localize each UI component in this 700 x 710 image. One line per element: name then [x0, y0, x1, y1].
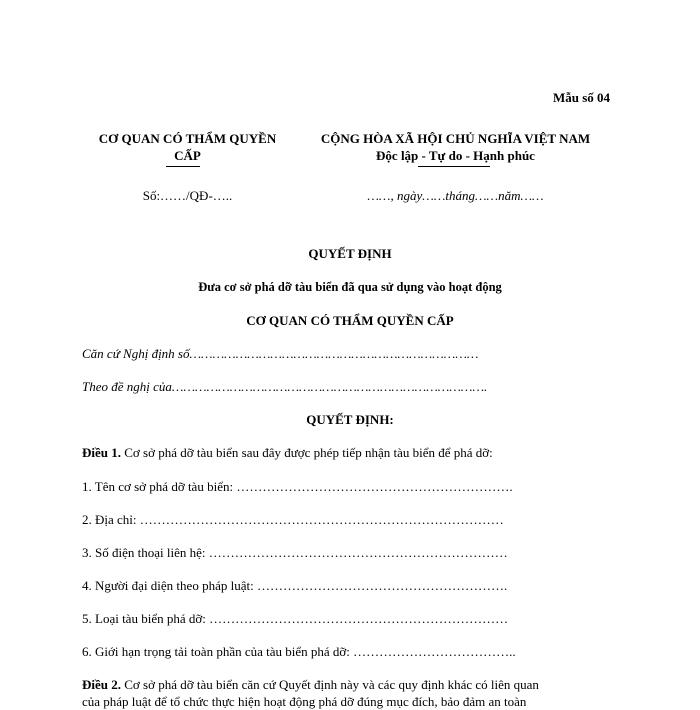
article-2-text: Cơ sở phá dỡ tàu biển căn cứ Quyết định này và các quy định khác có liên quan [121, 677, 539, 692]
list-item: 6. Giới hạn trọng tải toàn phần của tàu biển phá dỡ: ……………………………….. [82, 644, 516, 659]
article-1-label: Điều 1. [82, 445, 121, 460]
article-1 [82, 445, 493, 461]
article-2 [82, 677, 539, 693]
date-line: ……, ngày……tháng……năm…… [367, 188, 544, 203]
national-motto: Độc lập - Tự do - Hạnh phúc [376, 148, 535, 163]
list-item: 5. Loại tàu biển phá dỡ: …………………………………………………………… [82, 611, 509, 626]
national-header [298, 130, 613, 170]
document-subtitle: Đưa cơ sở phá dỡ tàu biển đã qua sử dụng vào hoạt động [198, 280, 502, 294]
article-2-label: Điều 2. [82, 677, 121, 692]
authority-name-cont: CẤP [174, 148, 201, 163]
country-name: CỘNG HÒA XÃ HỘI CHỦ NGHĨA VIỆT NAM [320, 131, 591, 146]
article-1-text: Cơ sở phá dỡ tàu biển sau đây được phép tiếp nhận tàu biển để phá dỡ: [121, 445, 493, 460]
legal-basis-decree: Căn cứ Nghị định số………………………………………………………………… [82, 346, 479, 361]
list-item: 4. Người đại diện theo pháp luật: …………………………………………………. [82, 578, 508, 593]
decision-heading: QUYẾT ĐỊNH: [306, 412, 394, 427]
document-number: Số:……/QĐ-….. [142, 188, 233, 203]
issuing-authority: CƠ QUAN CÓ THẨM QUYỀN CẤP [246, 313, 454, 328]
legal-basis-proposal: Theo đề nghị của………………………………………………………………………. [82, 379, 488, 394]
authority-name: CƠ QUAN CÓ THẨM QUYỀN [98, 131, 277, 146]
list-item: 1. Tên cơ sở phá dỡ tàu biển: ………………………………………………………. [82, 479, 513, 494]
motto-underline [298, 164, 613, 170]
article-2-continuation: của pháp luật để tổ chức thực hiện hoạt động phá dỡ đúng mục đích, bảo đảm an toàn [82, 694, 527, 709]
form-number: Mẫu số 04 [553, 90, 611, 105]
list-item: 2. Địa chỉ: ………………………………………………………………………… [82, 512, 504, 527]
list-item: 3. Số điện thoại liên hệ: …………………………………………………………… [82, 545, 508, 560]
document-title: QUYẾT ĐỊNH [308, 246, 392, 261]
authority-block [80, 130, 295, 170]
authority-underline [80, 164, 295, 170]
